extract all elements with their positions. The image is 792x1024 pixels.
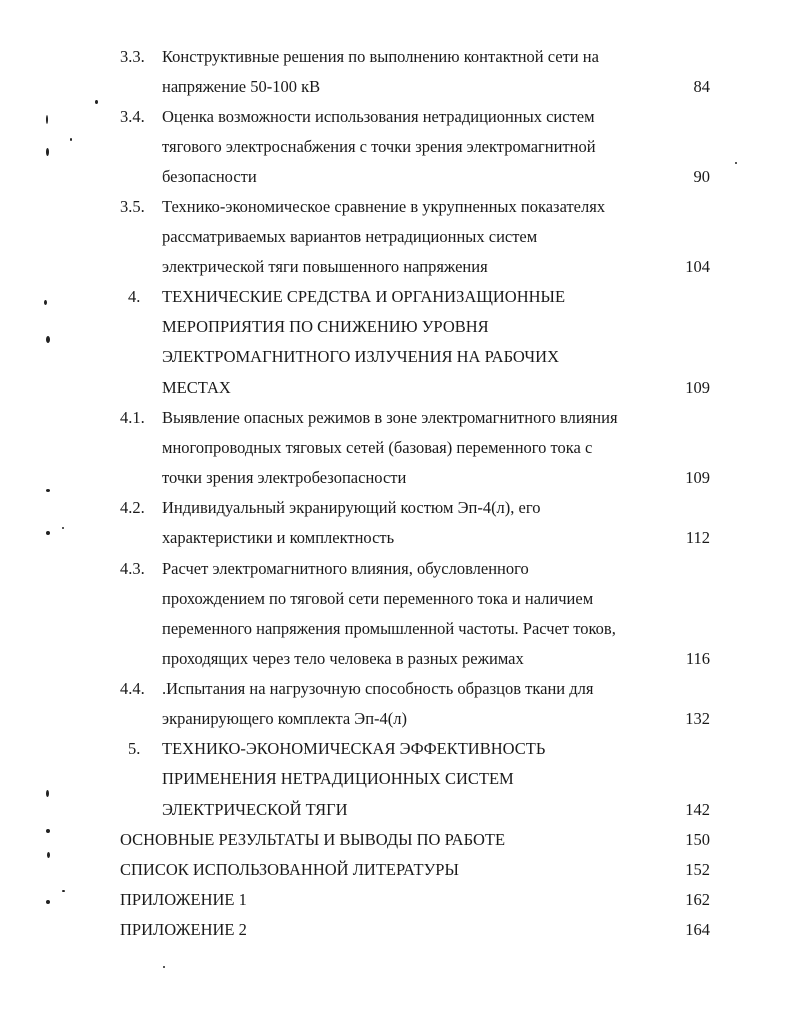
entry-text: ЭЛЕКТРОМАГНИТНОГО ИЗЛУЧЕНИЯ НА РАБОЧИХ	[162, 347, 559, 366]
entry-number: 4.3.	[120, 559, 145, 578]
entry-number: 4.2.	[120, 498, 145, 517]
scan-speck	[46, 829, 50, 833]
toc-entry-3-4	[0, 102, 792, 132]
entry-text: проходящих через тело человека в разных режимах	[162, 649, 524, 668]
entry-text: точки зрения электробезопасности	[162, 468, 407, 487]
scan-speck	[70, 138, 72, 141]
toc-entry-line	[0, 764, 792, 794]
toc-entry-line	[0, 614, 792, 644]
page-number: 150	[685, 830, 710, 849]
toc-entry-line	[0, 644, 792, 674]
toc-entry-line	[0, 162, 792, 192]
toc-entry-line	[0, 72, 792, 102]
page-number: 84	[693, 77, 710, 96]
scan-speck	[46, 531, 50, 535]
scan-speck	[46, 148, 49, 156]
entry-text: рассматриваемых вариантов нетрадиционных систем	[162, 227, 538, 246]
entry-text: .Испытания на нагрузочную способность образцов ткани для	[162, 679, 594, 698]
entry-text: ПРИМЕНЕНИЯ НЕТРАДИЦИОННЫХ СИСТЕМ	[162, 769, 514, 788]
entry-text: ПРИЛОЖЕНИЕ 2	[120, 920, 247, 939]
entry-text: ТЕХНИКО-ЭКОНОМИЧЕСКАЯ ЭФФЕКТИВНОСТЬ	[162, 739, 546, 758]
entry-text: ЭЛЕКТРИЧЕСКОЙ ТЯГИ	[162, 800, 348, 819]
toc-entry-line	[0, 584, 792, 614]
entry-text: МЕРОПРИЯТИЯ ПО СНИЖЕНИЮ УРОВНЯ	[162, 317, 489, 336]
toc-entry-line	[0, 222, 792, 252]
scan-speck	[46, 900, 50, 904]
page-number: 162	[685, 890, 710, 909]
scan-speck	[46, 115, 48, 124]
toc-entry-4-3	[0, 554, 792, 584]
toc-chapter-5	[0, 734, 792, 764]
entry-number: 4.4.	[120, 679, 145, 698]
entry-text: Выявление опасных режимов в зоне электромагнитного влияния	[162, 408, 618, 427]
entry-text: переменного напряжения промышленной частоты. Расчет токов,	[162, 619, 616, 638]
scan-speck	[62, 890, 65, 892]
toc-entry-line	[0, 132, 792, 162]
entry-text: прохождением по тяговой сети переменного тока и наличием	[162, 589, 594, 608]
entry-text: электрической тяги повышенного напряжения	[162, 257, 488, 276]
entry-text: Индивидуальный экранирующий костюм Эп-4(л), его	[162, 498, 541, 517]
scan-speck	[47, 852, 50, 858]
toc-results	[0, 825, 792, 855]
toc-appendix-1	[0, 885, 792, 915]
toc-entry-line	[0, 252, 792, 282]
entry-text: напряжение 50-100 кВ	[162, 77, 321, 96]
scan-speck	[46, 790, 49, 797]
page-number: 109	[685, 468, 710, 487]
entry-text: МЕСТАХ	[162, 378, 231, 397]
scan-speck	[163, 966, 165, 968]
toc-entry-4-1	[0, 403, 792, 433]
toc-entry-line	[0, 795, 792, 825]
page-number: 109	[685, 378, 710, 397]
toc-entry-line	[0, 523, 792, 553]
toc-entry-line	[0, 312, 792, 342]
entry-text: ТЕХНИЧЕСКИЕ СРЕДСТВА И ОРГАНИЗАЩИОННЫЕ	[162, 287, 566, 306]
scan-speck	[62, 527, 64, 529]
entry-number: 4.1.	[120, 408, 145, 427]
entry-number: 3.5.	[120, 197, 145, 216]
entry-text: Расчет электромагнитного влияния, обусловленного	[162, 559, 529, 578]
entry-text: безопасности	[162, 167, 257, 186]
toc-entry-line	[0, 342, 792, 372]
page-number: 116	[685, 649, 710, 668]
toc-entry-line	[0, 433, 792, 463]
toc-entry-3-5	[0, 192, 792, 222]
page-number: 132	[685, 709, 710, 728]
page-number: 104	[685, 257, 710, 276]
scan-speck	[735, 162, 737, 164]
page-number: 112	[685, 528, 710, 547]
toc-appendix-2	[0, 915, 792, 945]
entry-text: характеристики и комплектность	[162, 528, 395, 547]
scan-speck	[95, 100, 98, 104]
toc-entry-line	[0, 373, 792, 403]
entry-number: 3.4.	[120, 107, 145, 126]
toc-entry-3-3	[0, 42, 792, 72]
entry-text: Оценка возможности использования нетрадиционных систем	[162, 107, 595, 126]
entry-number: 5.	[128, 739, 141, 758]
entry-text: многопроводных тяговых сетей (базовая) переменного тока с	[162, 438, 593, 457]
page-number: 164	[685, 920, 710, 939]
toc-entry-4-4	[0, 674, 792, 704]
entry-number: 3.3.	[120, 47, 145, 66]
scan-speck	[44, 300, 47, 305]
toc-chapter-4	[0, 282, 792, 312]
entry-number: 4.	[128, 287, 141, 306]
entry-text: экранирующего комплекта Эп-4(л)	[162, 709, 407, 728]
scan-speck	[46, 336, 50, 343]
page-number: 90	[693, 167, 710, 186]
page-number: 142	[685, 800, 710, 819]
scan-speck	[46, 489, 50, 492]
toc-entry-line	[0, 463, 792, 493]
entry-text: ОСНОВНЫЕ РЕЗУЛЬТАТЫ И ВЫВОДЫ ПО РАБОТЕ	[120, 830, 506, 849]
page-number: 152	[685, 860, 710, 879]
entry-text: Технико-экономическое сравнение в укрупненных показателях	[162, 197, 606, 216]
toc-entry-4-2	[0, 493, 792, 523]
entry-text: СПИСОК ИСПОЛЬЗОВАННОЙ ЛИТЕРАТУРЫ	[120, 860, 459, 879]
toc-entry-line	[0, 704, 792, 734]
entry-text: Конструктивные решения по выполнению контактной сети на	[162, 47, 599, 66]
toc-references	[0, 855, 792, 885]
entry-text: тягового электроснабжения с точки зрения электромагнитной	[162, 137, 596, 156]
entry-text: ПРИЛОЖЕНИЕ 1	[120, 890, 247, 909]
